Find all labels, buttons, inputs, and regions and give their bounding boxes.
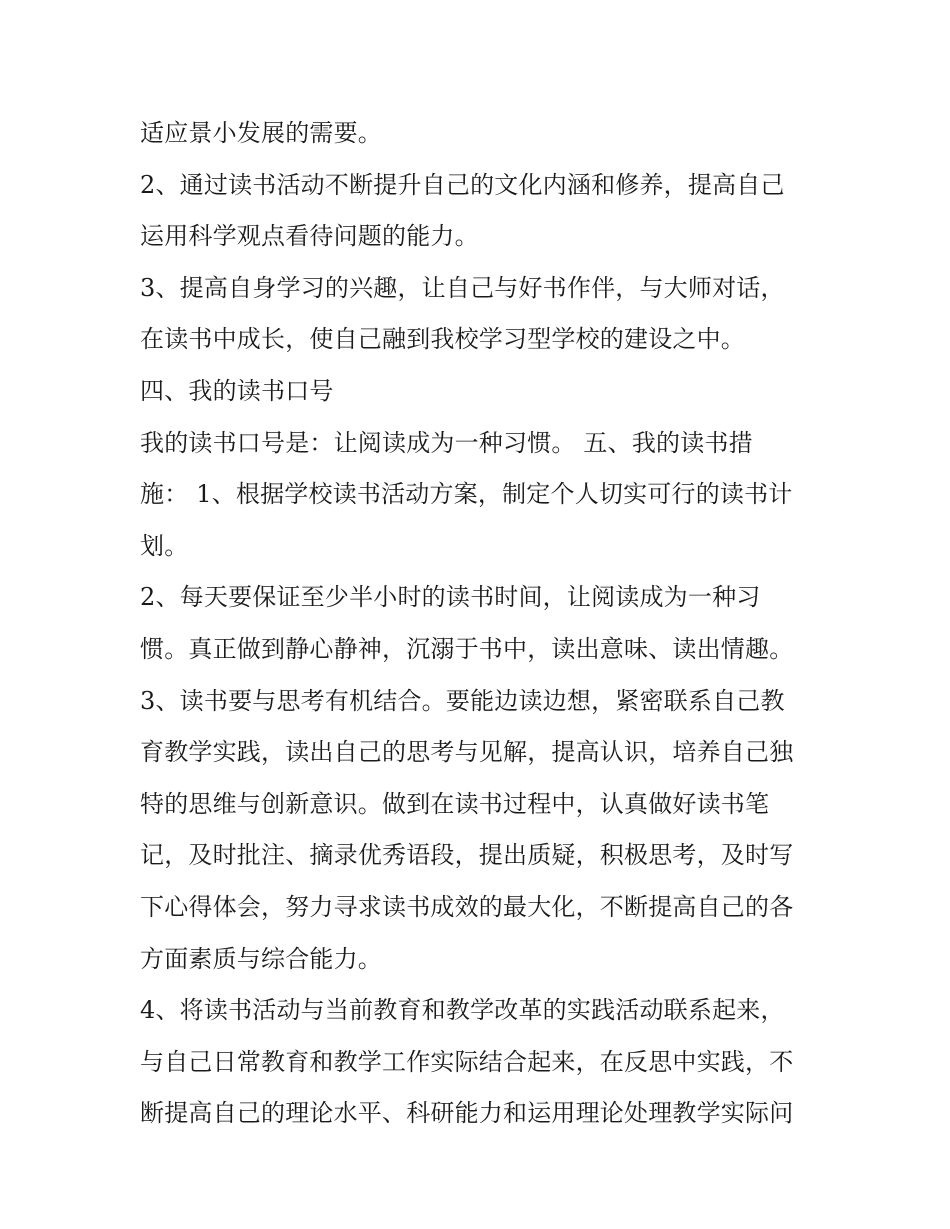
text-line: 2、通过读书活动不断提升自己的文化内涵和修养，提高自己 bbox=[140, 170, 785, 199]
text-line: 下心得体会，努力寻求读书成效的最大化，不断提高自己的各 bbox=[140, 892, 794, 921]
text-line: 运用科学观点看待问题的能力。 bbox=[140, 222, 479, 251]
section-heading: 四、我的读书口号 bbox=[140, 376, 334, 405]
text-line: 我的读书口号是：让阅读成为一种习惯。 五、我的读书措 bbox=[140, 428, 753, 457]
body-text bbox=[140, 108, 820, 1140]
text-line: 划。 bbox=[140, 531, 189, 560]
text-line: 育教学实践，读出自己的思考与见解，提高认识，培养自己独 bbox=[140, 738, 794, 767]
text-line: 方面素质与综合能力。 bbox=[140, 944, 382, 973]
text-line: 2、每天要保证至少半小时的读书时间，让阅读成为一种习 bbox=[140, 583, 761, 612]
text-line: 4、将读书活动与当前教育和教学改革的实践活动联系起来， bbox=[140, 996, 785, 1025]
text-line: 适应景小发展的需要。 bbox=[140, 119, 382, 147]
text-line: 与自己日常教育和教学工作实际结合起来，在反思中实践，不 bbox=[140, 1047, 794, 1076]
text-line: 记，及时批注、摘录优秀语段，提出质疑，积极思考，及时写 bbox=[140, 841, 794, 870]
text-line: 施： 1、根据学校读书活动方案，制定个人切实可行的读书计 bbox=[140, 480, 793, 509]
text-line: 特的思维与创新意识。做到在读书过程中，认真做好读书笔 bbox=[140, 789, 770, 818]
text-line: 3、提高自身学习的兴趣，让自己与好书作伴，与大师对话， bbox=[140, 273, 785, 302]
text-line: 断提高自己的理论水平、科研能力和运用理论处理教学实际问 bbox=[140, 1099, 794, 1128]
text-line: 在读书中成长，使自己融到我校学习型学校的建设之中。 bbox=[140, 325, 745, 354]
text-line: 3、读书要与思考有机结合。要能边读边想，紧密联系自己教 bbox=[140, 686, 785, 715]
text-line: 惯。真正做到静心静神，沉溺于书中，读出意味、读出情趣。 bbox=[140, 634, 794, 663]
